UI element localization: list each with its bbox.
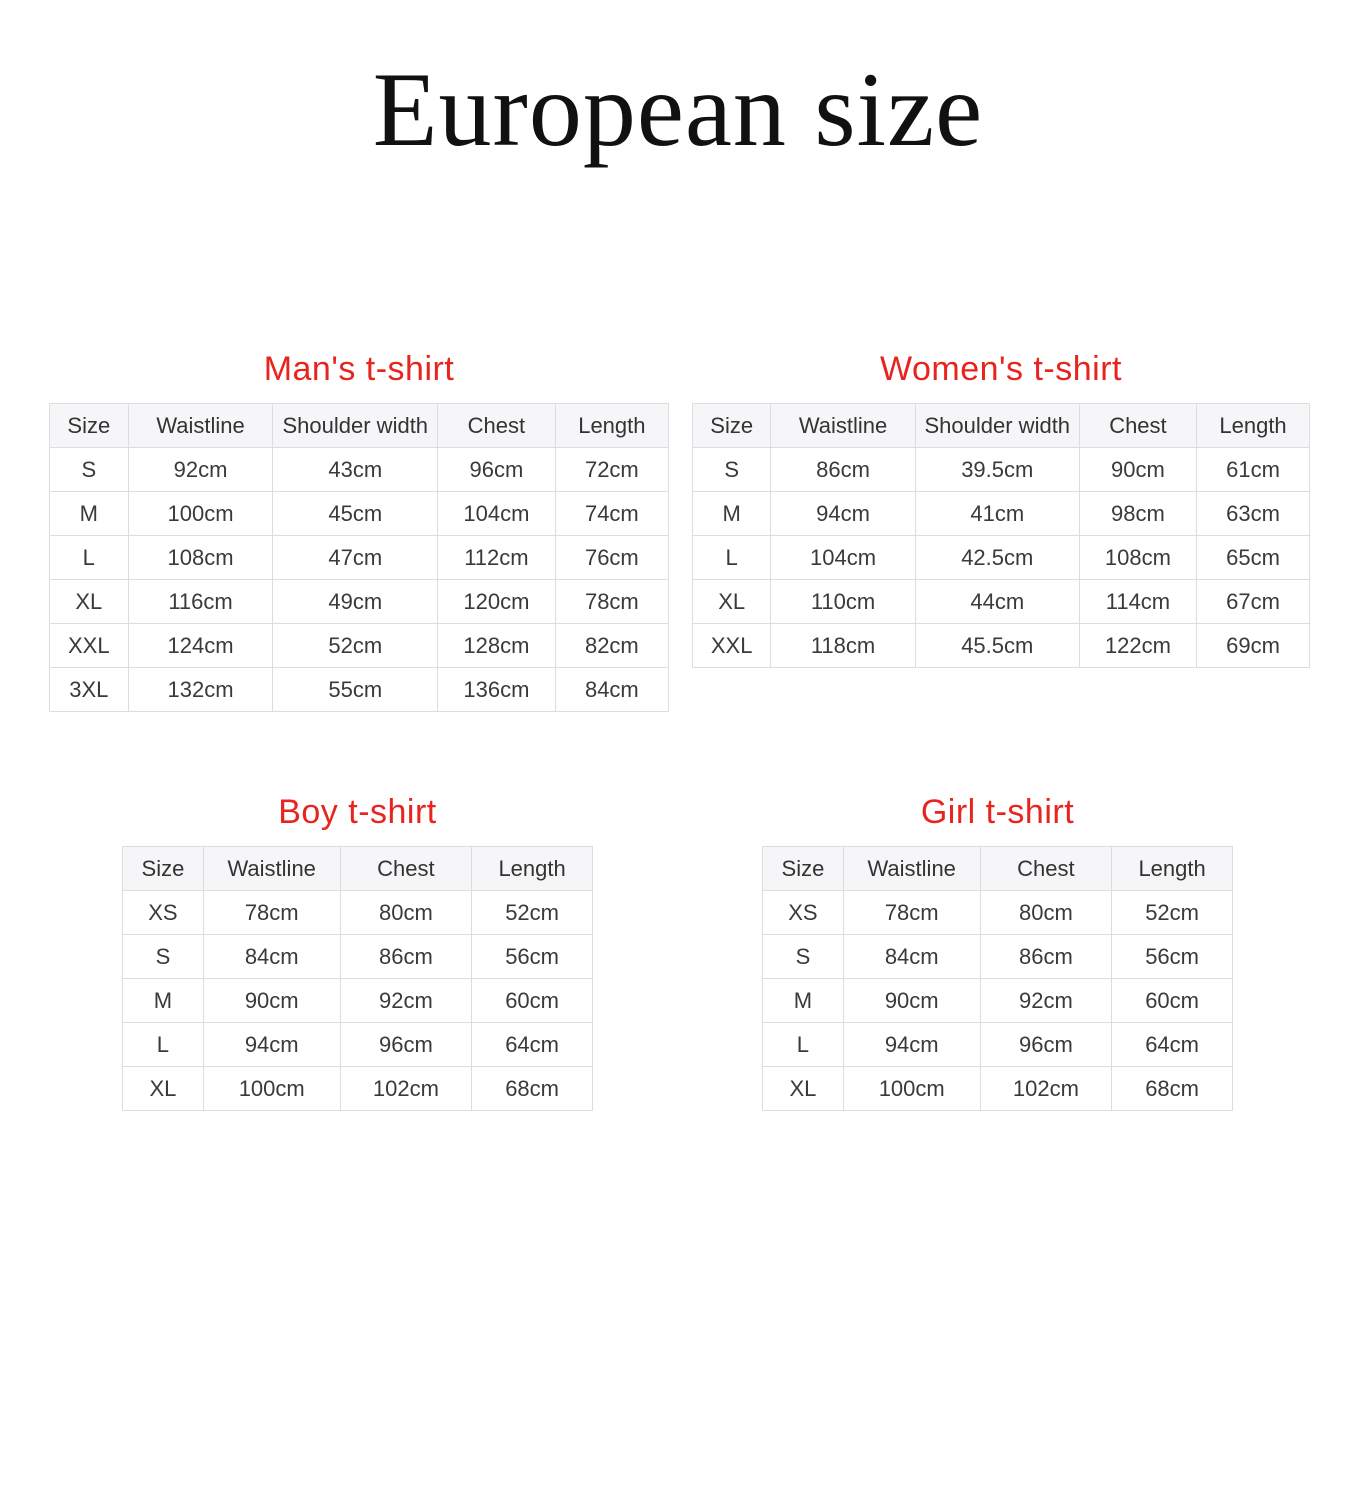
measurement-cell: 47cm bbox=[273, 536, 438, 580]
table-row-xl bbox=[50, 580, 669, 624]
size-cell: 3XL bbox=[50, 668, 129, 712]
measurement-cell: 86cm bbox=[340, 935, 472, 979]
size-cell: XL bbox=[123, 1067, 204, 1111]
measurement-cell: 84cm bbox=[203, 935, 340, 979]
size-cell: XL bbox=[763, 1067, 844, 1111]
measurement-cell: 124cm bbox=[128, 624, 273, 668]
measurement-cell: 72cm bbox=[555, 448, 668, 492]
measurement-cell: 96cm bbox=[980, 1023, 1112, 1067]
measurement-cell: 116cm bbox=[128, 580, 273, 624]
section-mens bbox=[49, 350, 669, 712]
size-cell: S bbox=[123, 935, 204, 979]
measurement-cell: 136cm bbox=[438, 668, 556, 712]
womens-table-title: Women's t-shirt bbox=[880, 350, 1122, 388]
table-row-xs bbox=[123, 891, 593, 935]
size-cell: S bbox=[693, 448, 771, 492]
table-header-row bbox=[763, 847, 1233, 891]
page-title: European size bbox=[372, 51, 984, 168]
section-womens bbox=[692, 350, 1310, 668]
measurement-cell: 100cm bbox=[843, 1067, 980, 1111]
measurement-cell: 60cm bbox=[472, 979, 593, 1023]
column-header-length: Length bbox=[1112, 847, 1233, 891]
measurement-cell: 45.5cm bbox=[915, 624, 1079, 668]
measurement-cell: 90cm bbox=[843, 979, 980, 1023]
measurement-cell: 41cm bbox=[915, 492, 1079, 536]
column-header-size: Size bbox=[50, 404, 129, 448]
measurement-cell: 90cm bbox=[1079, 448, 1196, 492]
mens-table-title: Man's t-shirt bbox=[263, 350, 455, 388]
measurement-cell: 52cm bbox=[273, 624, 438, 668]
measurement-cell: 128cm bbox=[438, 624, 556, 668]
measurement-cell: 108cm bbox=[128, 536, 273, 580]
measurement-cell: 68cm bbox=[472, 1067, 593, 1111]
measurement-cell: 80cm bbox=[980, 891, 1112, 935]
measurement-cell: 78cm bbox=[203, 891, 340, 935]
measurement-cell: 39.5cm bbox=[915, 448, 1079, 492]
size-cell: M bbox=[123, 979, 204, 1023]
measurement-cell: 92cm bbox=[980, 979, 1112, 1023]
column-header-length: Length bbox=[1197, 404, 1310, 448]
column-header-size: Size bbox=[123, 847, 204, 891]
size-cell: M bbox=[50, 492, 129, 536]
measurement-cell: 52cm bbox=[472, 891, 593, 935]
size-cell: XXL bbox=[693, 624, 771, 668]
column-header-waistline: Waistline bbox=[843, 847, 980, 891]
measurement-cell: 102cm bbox=[980, 1067, 1112, 1111]
measurement-cell: 94cm bbox=[203, 1023, 340, 1067]
size-cell: L bbox=[763, 1023, 844, 1067]
table-row-s bbox=[693, 448, 1310, 492]
measurement-cell: 80cm bbox=[340, 891, 472, 935]
table-row-xl bbox=[123, 1067, 593, 1111]
column-header-size: Size bbox=[763, 847, 844, 891]
table-row-s bbox=[763, 935, 1233, 979]
measurement-cell: 76cm bbox=[555, 536, 668, 580]
table-row-3xl bbox=[50, 668, 669, 712]
measurement-cell: 56cm bbox=[1112, 935, 1233, 979]
table-row-s bbox=[123, 935, 593, 979]
table-row-m bbox=[763, 979, 1233, 1023]
table-row-xl bbox=[763, 1067, 1233, 1111]
measurement-cell: 78cm bbox=[843, 891, 980, 935]
size-cell: XS bbox=[123, 891, 204, 935]
table-header-row bbox=[50, 404, 669, 448]
mens-size-table bbox=[49, 403, 669, 712]
measurement-cell: 98cm bbox=[1079, 492, 1196, 536]
table-header-row bbox=[693, 404, 1310, 448]
womens-size-table bbox=[692, 403, 1310, 668]
measurement-cell: 64cm bbox=[1112, 1023, 1233, 1067]
measurement-cell: 55cm bbox=[273, 668, 438, 712]
table-row-xxl bbox=[693, 624, 1310, 668]
column-header-shoulder-width: Shoulder width bbox=[915, 404, 1079, 448]
section-boys bbox=[122, 793, 593, 1111]
table-row-m bbox=[50, 492, 669, 536]
column-header-chest: Chest bbox=[980, 847, 1112, 891]
table-row-m bbox=[123, 979, 593, 1023]
measurement-cell: 74cm bbox=[555, 492, 668, 536]
measurement-cell: 112cm bbox=[438, 536, 556, 580]
measurement-cell: 104cm bbox=[771, 536, 915, 580]
measurement-cell: 86cm bbox=[980, 935, 1112, 979]
measurement-cell: 118cm bbox=[771, 624, 915, 668]
measurement-cell: 102cm bbox=[340, 1067, 472, 1111]
boys-size-table bbox=[122, 846, 593, 1111]
size-cell: L bbox=[123, 1023, 204, 1067]
measurement-cell: 43cm bbox=[273, 448, 438, 492]
measurement-cell: 68cm bbox=[1112, 1067, 1233, 1111]
measurement-cell: 82cm bbox=[555, 624, 668, 668]
measurement-cell: 63cm bbox=[1197, 492, 1310, 536]
table-row-l bbox=[123, 1023, 593, 1067]
measurement-cell: 69cm bbox=[1197, 624, 1310, 668]
size-cell: XL bbox=[50, 580, 129, 624]
measurement-cell: 92cm bbox=[340, 979, 472, 1023]
table-row-xl bbox=[693, 580, 1310, 624]
size-cell: XS bbox=[763, 891, 844, 935]
measurement-cell: 44cm bbox=[915, 580, 1079, 624]
measurement-cell: 45cm bbox=[273, 492, 438, 536]
column-header-chest: Chest bbox=[1079, 404, 1196, 448]
size-cell: XXL bbox=[50, 624, 129, 668]
column-header-shoulder-width: Shoulder width bbox=[273, 404, 438, 448]
measurement-cell: 49cm bbox=[273, 580, 438, 624]
measurement-cell: 65cm bbox=[1197, 536, 1310, 580]
table-row-l bbox=[763, 1023, 1233, 1067]
measurement-cell: 132cm bbox=[128, 668, 273, 712]
section-girls bbox=[762, 793, 1233, 1111]
size-cell: S bbox=[50, 448, 129, 492]
measurement-cell: 122cm bbox=[1079, 624, 1196, 668]
measurement-cell: 120cm bbox=[438, 580, 556, 624]
column-header-chest: Chest bbox=[438, 404, 556, 448]
column-header-waistline: Waistline bbox=[203, 847, 340, 891]
measurement-cell: 104cm bbox=[438, 492, 556, 536]
measurement-cell: 100cm bbox=[203, 1067, 340, 1111]
measurement-cell: 78cm bbox=[555, 580, 668, 624]
measurement-cell: 42.5cm bbox=[915, 536, 1079, 580]
measurement-cell: 60cm bbox=[1112, 979, 1233, 1023]
measurement-cell: 96cm bbox=[438, 448, 556, 492]
table-row-l bbox=[50, 536, 669, 580]
measurement-cell: 90cm bbox=[203, 979, 340, 1023]
measurement-cell: 94cm bbox=[843, 1023, 980, 1067]
size-cell: XL bbox=[693, 580, 771, 624]
measurement-cell: 56cm bbox=[472, 935, 593, 979]
girls-table-title: Girl t-shirt bbox=[920, 793, 1075, 831]
column-header-size: Size bbox=[693, 404, 771, 448]
table-row-l bbox=[693, 536, 1310, 580]
measurement-cell: 96cm bbox=[340, 1023, 472, 1067]
measurement-cell: 114cm bbox=[1079, 580, 1196, 624]
column-header-waistline: Waistline bbox=[128, 404, 273, 448]
size-cell: M bbox=[693, 492, 771, 536]
table-row-m bbox=[693, 492, 1310, 536]
table-row-xxl bbox=[50, 624, 669, 668]
column-header-length: Length bbox=[555, 404, 668, 448]
size-cell: S bbox=[763, 935, 844, 979]
measurement-cell: 94cm bbox=[771, 492, 915, 536]
measurement-cell: 84cm bbox=[555, 668, 668, 712]
measurement-cell: 110cm bbox=[771, 580, 915, 624]
size-cell: L bbox=[50, 536, 129, 580]
size-cell: M bbox=[763, 979, 844, 1023]
girls-size-table bbox=[762, 846, 1233, 1111]
column-header-length: Length bbox=[472, 847, 593, 891]
measurement-cell: 86cm bbox=[771, 448, 915, 492]
measurement-cell: 108cm bbox=[1079, 536, 1196, 580]
measurement-cell: 67cm bbox=[1197, 580, 1310, 624]
table-header-row bbox=[123, 847, 593, 891]
table-row-s bbox=[50, 448, 669, 492]
measurement-cell: 92cm bbox=[128, 448, 273, 492]
column-header-chest: Chest bbox=[340, 847, 472, 891]
measurement-cell: 52cm bbox=[1112, 891, 1233, 935]
measurement-cell: 100cm bbox=[128, 492, 273, 536]
measurement-cell: 64cm bbox=[472, 1023, 593, 1067]
measurement-cell: 84cm bbox=[843, 935, 980, 979]
size-cell: L bbox=[693, 536, 771, 580]
column-header-waistline: Waistline bbox=[771, 404, 915, 448]
table-row-xs bbox=[763, 891, 1233, 935]
boys-table-title: Boy t-shirt bbox=[278, 793, 437, 831]
measurement-cell: 61cm bbox=[1197, 448, 1310, 492]
